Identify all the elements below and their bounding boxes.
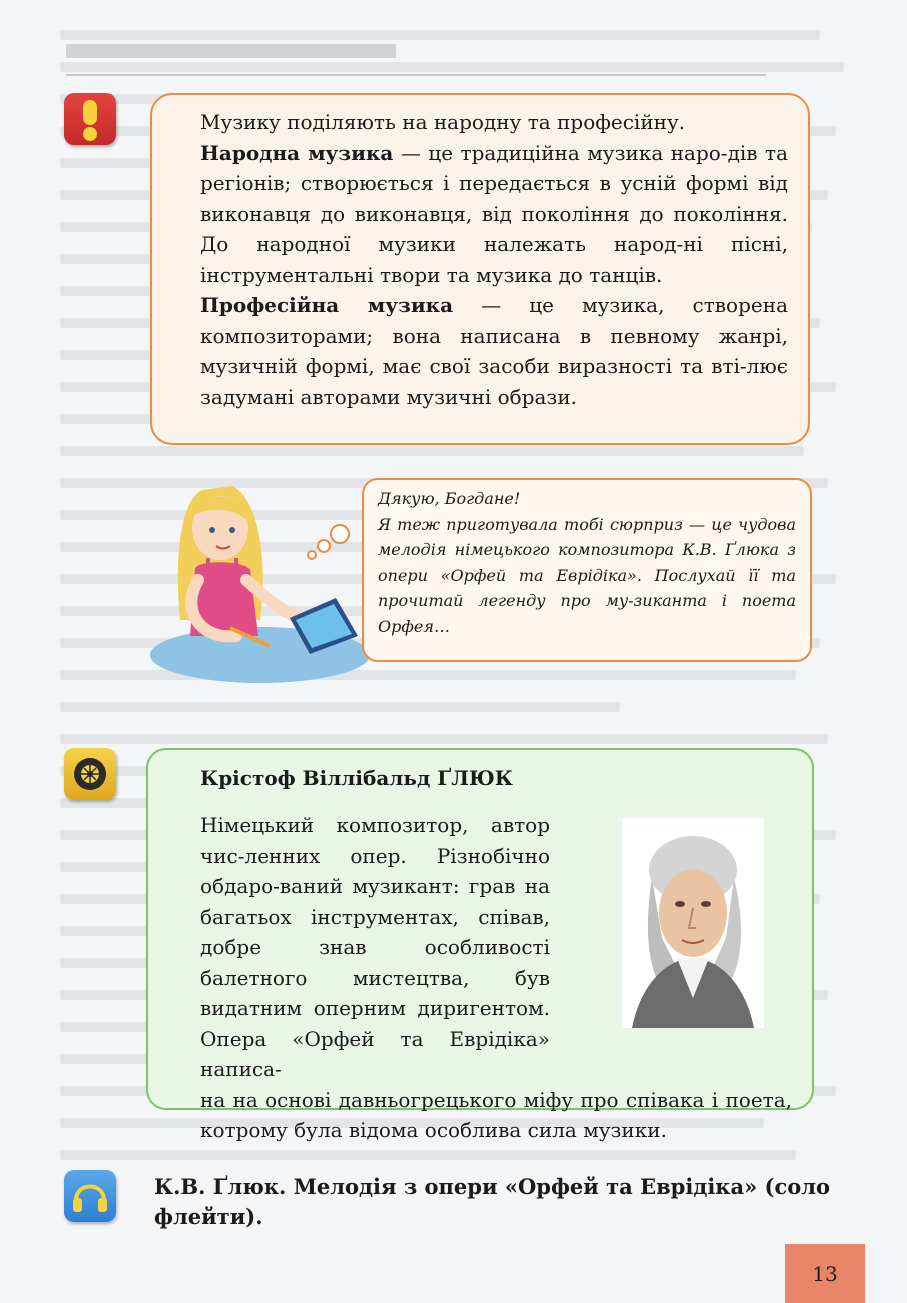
page-number: 13 <box>785 1244 865 1303</box>
folk-music-text: — це традиційна музика наро-дів та регіонів; створюється і передається в усній формі від виконавця до виконавця, від покоління до покоління. До народної музики належать народ-ні пісні, інструментальні твори та музика до танців. <box>200 140 789 287</box>
bubble-message: Я теж приготувала тобі сюрприз — це чудова мелодія німецького композитора К.В. Ґлюка з опери «Орфей та Еврідіка». Послухай її та прочитай легенду про му-зиканта і поета Орфея… <box>378 514 796 636</box>
listening-assignment: К.В. Ґлюк. Мелодія з опери «Орфей та Еврідіка» (соло флейти). <box>154 1174 831 1229</box>
composer-portrait <box>622 818 764 1028</box>
headphones-icon <box>64 1170 116 1222</box>
music-disk-icon <box>64 748 116 800</box>
bleed-through-rule <box>66 74 766 76</box>
bleed-through-header <box>66 44 396 58</box>
composer-bio-text-continued: на на основі давньогрецького міфу про співака і поета, котрому була відома особлива сила музики. <box>200 1087 792 1142</box>
exclamation-icon <box>64 93 116 145</box>
composer-name: Крістоф Віллібальд ҐЛЮК <box>200 766 513 790</box>
girl-with-tablet-illustration <box>140 450 370 685</box>
professional-music-definition <box>200 290 788 412</box>
speech-bubble <box>362 478 812 662</box>
folk-music-definition <box>200 138 788 291</box>
intro-sentence: Музику поділяють на народну та професійну. <box>200 110 686 134</box>
bubble-greeting: Дякую, Богдане! <box>378 489 521 508</box>
definition-box <box>150 93 810 445</box>
folk-music-term: Народна музика <box>200 140 394 165</box>
professional-music-term: Професійна музика <box>200 293 454 317</box>
professional-music-text: — це музика, створена композиторами; вона написана в певному жанрі, музичній формі, має свої засоби виразності та вті-лює задумані авторами музичні образи. <box>200 293 788 409</box>
composer-bio-text: Німецький композитор, автор чис-ленних опер. Різнобічно обдаро-ваний музикант: грав на багатьох інструментах, співав, добре знав особливості балетного мистецтва, був видатним оперним диригентом. Опера «Орфей та Еврідіка» написа- <box>200 813 550 1081</box>
